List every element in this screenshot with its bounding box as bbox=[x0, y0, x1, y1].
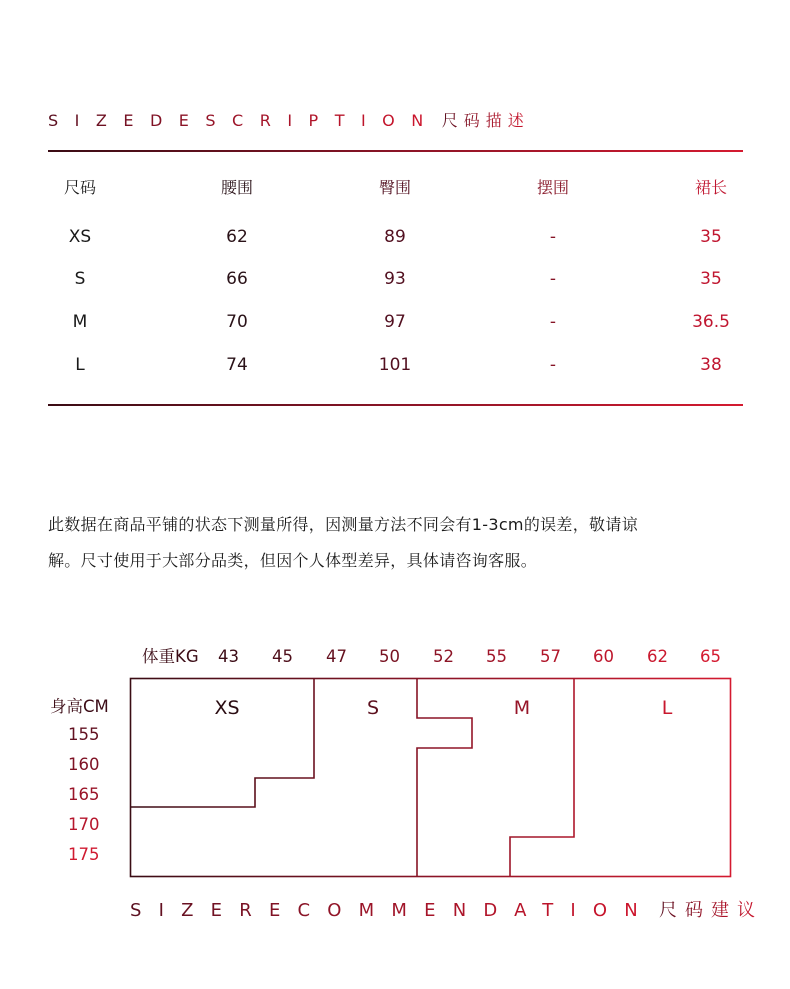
weight-tick: 65 bbox=[700, 647, 721, 666]
table-cell: - bbox=[549, 269, 557, 289]
table-cell: 101 bbox=[378, 355, 412, 375]
table-cell: - bbox=[549, 227, 557, 247]
weight-tick: 43 bbox=[218, 647, 239, 666]
header-waist: 腰围 bbox=[220, 178, 253, 197]
table-cell: 97 bbox=[384, 312, 406, 332]
header-length: 裙长 bbox=[694, 178, 727, 197]
size-zone-m: M bbox=[513, 697, 531, 719]
weight-tick: 52 bbox=[433, 647, 454, 666]
table-cell: 93 bbox=[384, 269, 406, 289]
header-hem: 摆围 bbox=[536, 178, 569, 197]
table-cell: S bbox=[74, 269, 86, 289]
table-cell: 62 bbox=[226, 227, 248, 247]
weight-tick: 57 bbox=[540, 647, 561, 666]
table-cell: XS bbox=[68, 227, 92, 247]
height-tick: 155 bbox=[68, 725, 100, 744]
height-tick: 165 bbox=[68, 785, 100, 804]
table-cell: 38 bbox=[700, 355, 722, 375]
size-zone-s: S bbox=[366, 697, 380, 719]
s-m-boundary bbox=[417, 678, 472, 876]
height-tick: 160 bbox=[68, 755, 100, 774]
table-cell: M bbox=[72, 312, 88, 332]
table-cell: L bbox=[75, 355, 85, 375]
weight-tick: 60 bbox=[593, 647, 614, 666]
size-description-title-zh: 尺码描述 bbox=[441, 111, 530, 130]
table-cell: 66 bbox=[226, 269, 248, 289]
size-recommendation-title-en: SIZERECOMMENDATION bbox=[130, 900, 655, 921]
table-cell: - bbox=[549, 312, 557, 332]
size-zone-l: L bbox=[661, 697, 673, 719]
table-cell: 35 bbox=[700, 269, 722, 289]
table-cell: - bbox=[549, 355, 557, 375]
table-cell: 74 bbox=[226, 355, 248, 375]
table-cell: 89 bbox=[384, 227, 406, 247]
measurement-note-line-1: 此数据在商品平铺的状态下测量所得，因测量方法不同会有1-3cm的误差，敬请谅 bbox=[48, 515, 638, 534]
height-tick: 175 bbox=[68, 845, 100, 864]
table-cell: 35 bbox=[700, 227, 722, 247]
table-cell: 70 bbox=[226, 312, 248, 332]
weight-tick: 62 bbox=[647, 647, 668, 666]
table-cell: 36.5 bbox=[692, 312, 730, 332]
weight-tick: 50 bbox=[379, 647, 400, 666]
header-size: 尺码 bbox=[63, 178, 96, 197]
weight-tick: 55 bbox=[486, 647, 507, 666]
size-recommendation-title-zh: 尺码建议 bbox=[658, 900, 763, 921]
size-zone-xs: XS bbox=[214, 697, 240, 719]
weight-tick: 45 bbox=[272, 647, 293, 666]
measurement-note-line-2: 解。尺寸使用于大部分品类，但因个人体型差异，具体请咨询客服。 bbox=[48, 551, 538, 570]
height-tick: 170 bbox=[68, 815, 100, 834]
height-axis-label: 身高CM bbox=[50, 697, 109, 716]
header-hip: 臀围 bbox=[378, 178, 411, 197]
size-description-title-en: SIZEDESCRIPTION bbox=[48, 111, 440, 130]
weight-tick: 47 bbox=[326, 647, 347, 666]
size-recommendation-title bbox=[130, 896, 763, 922]
weight-axis-label: 体重KG bbox=[142, 647, 199, 666]
